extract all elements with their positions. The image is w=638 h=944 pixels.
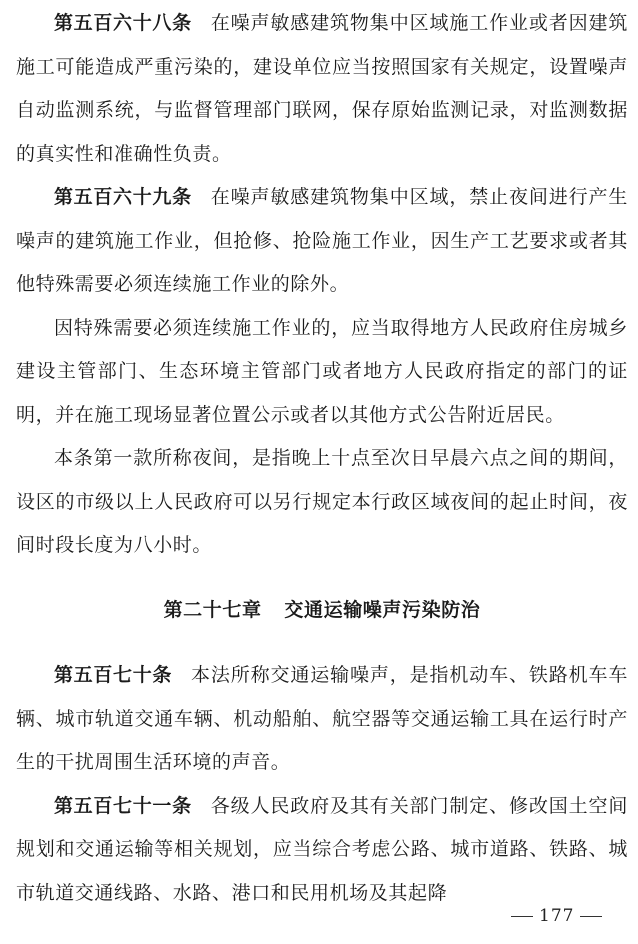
page-number-dash-right: [580, 916, 602, 917]
article-568-number: 第五百六十八条: [54, 12, 192, 34]
article-570: [16, 654, 628, 785]
article-568: [16, 2, 628, 176]
article-571: [16, 785, 628, 916]
chapter-title: 交通运输噪声污染防治: [284, 598, 481, 621]
article-571-number: 第五百七十一条: [54, 794, 192, 817]
document-page: [16, 0, 628, 915]
article-570-number: 第五百七十条: [54, 664, 173, 686]
article-571-text: 各级人民政府及其有关部门制定、修改国土空间规划和交通运输等相关规划，应当综合考虑公路、城市道路、铁路、城市轨道交通线路、水路、港口和民用机场及其起降: [16, 794, 628, 904]
article-569: [16, 176, 628, 307]
article-569-number: 第五百六十九条: [54, 186, 192, 208]
article-569-paragraph-3: 本条第一款所称夜间，是指晚上十点至次日早晨六点之间的期间，设区的市级以上人民政府可以另行规定本行政区域夜间的起止时间，夜间时段长度为八小时。: [16, 447, 628, 556]
article-568-text: 在噪声敏感建筑物集中区域施工作业或者因建筑施工可能造成严重污染的，建设单位应当按照国家有关规定，设置噪声自动监测系统，与监督管理部门联网，保存原始监测记录，对监测数据的真实性和准确性负责。: [16, 12, 628, 165]
article-570-text: 本法所称交通运输噪声，是指机动车、铁路机车车辆、城市轨道交通车辆、机动船舶、航空器等交通运输工具在运行时产生的干扰周围生活环境的声音。: [16, 664, 628, 773]
page-number-dash-left: [511, 916, 533, 917]
article-569-text: 在噪声敏感建筑物集中区域，禁止夜间进行产生噪声的建筑施工作业，但抢修、抢险施工作业，因生产工艺要求或者其他特殊需要必须连续施工作业的除外。: [16, 186, 628, 295]
page-number-value: 177: [539, 906, 575, 926]
chapter-heading: [16, 589, 628, 633]
page-number: [505, 906, 608, 926]
article-569-paragraph-2: 因特殊需要必须连续施工作业的，应当取得地方人民政府住房城乡建设主管部门、生态环境主管部门或者地方人民政府指定的部门的证明，并在施工现场显著位置公示或者以其他方式公告附近居民。: [16, 316, 628, 426]
chapter-number: 第二十七章: [163, 598, 262, 621]
